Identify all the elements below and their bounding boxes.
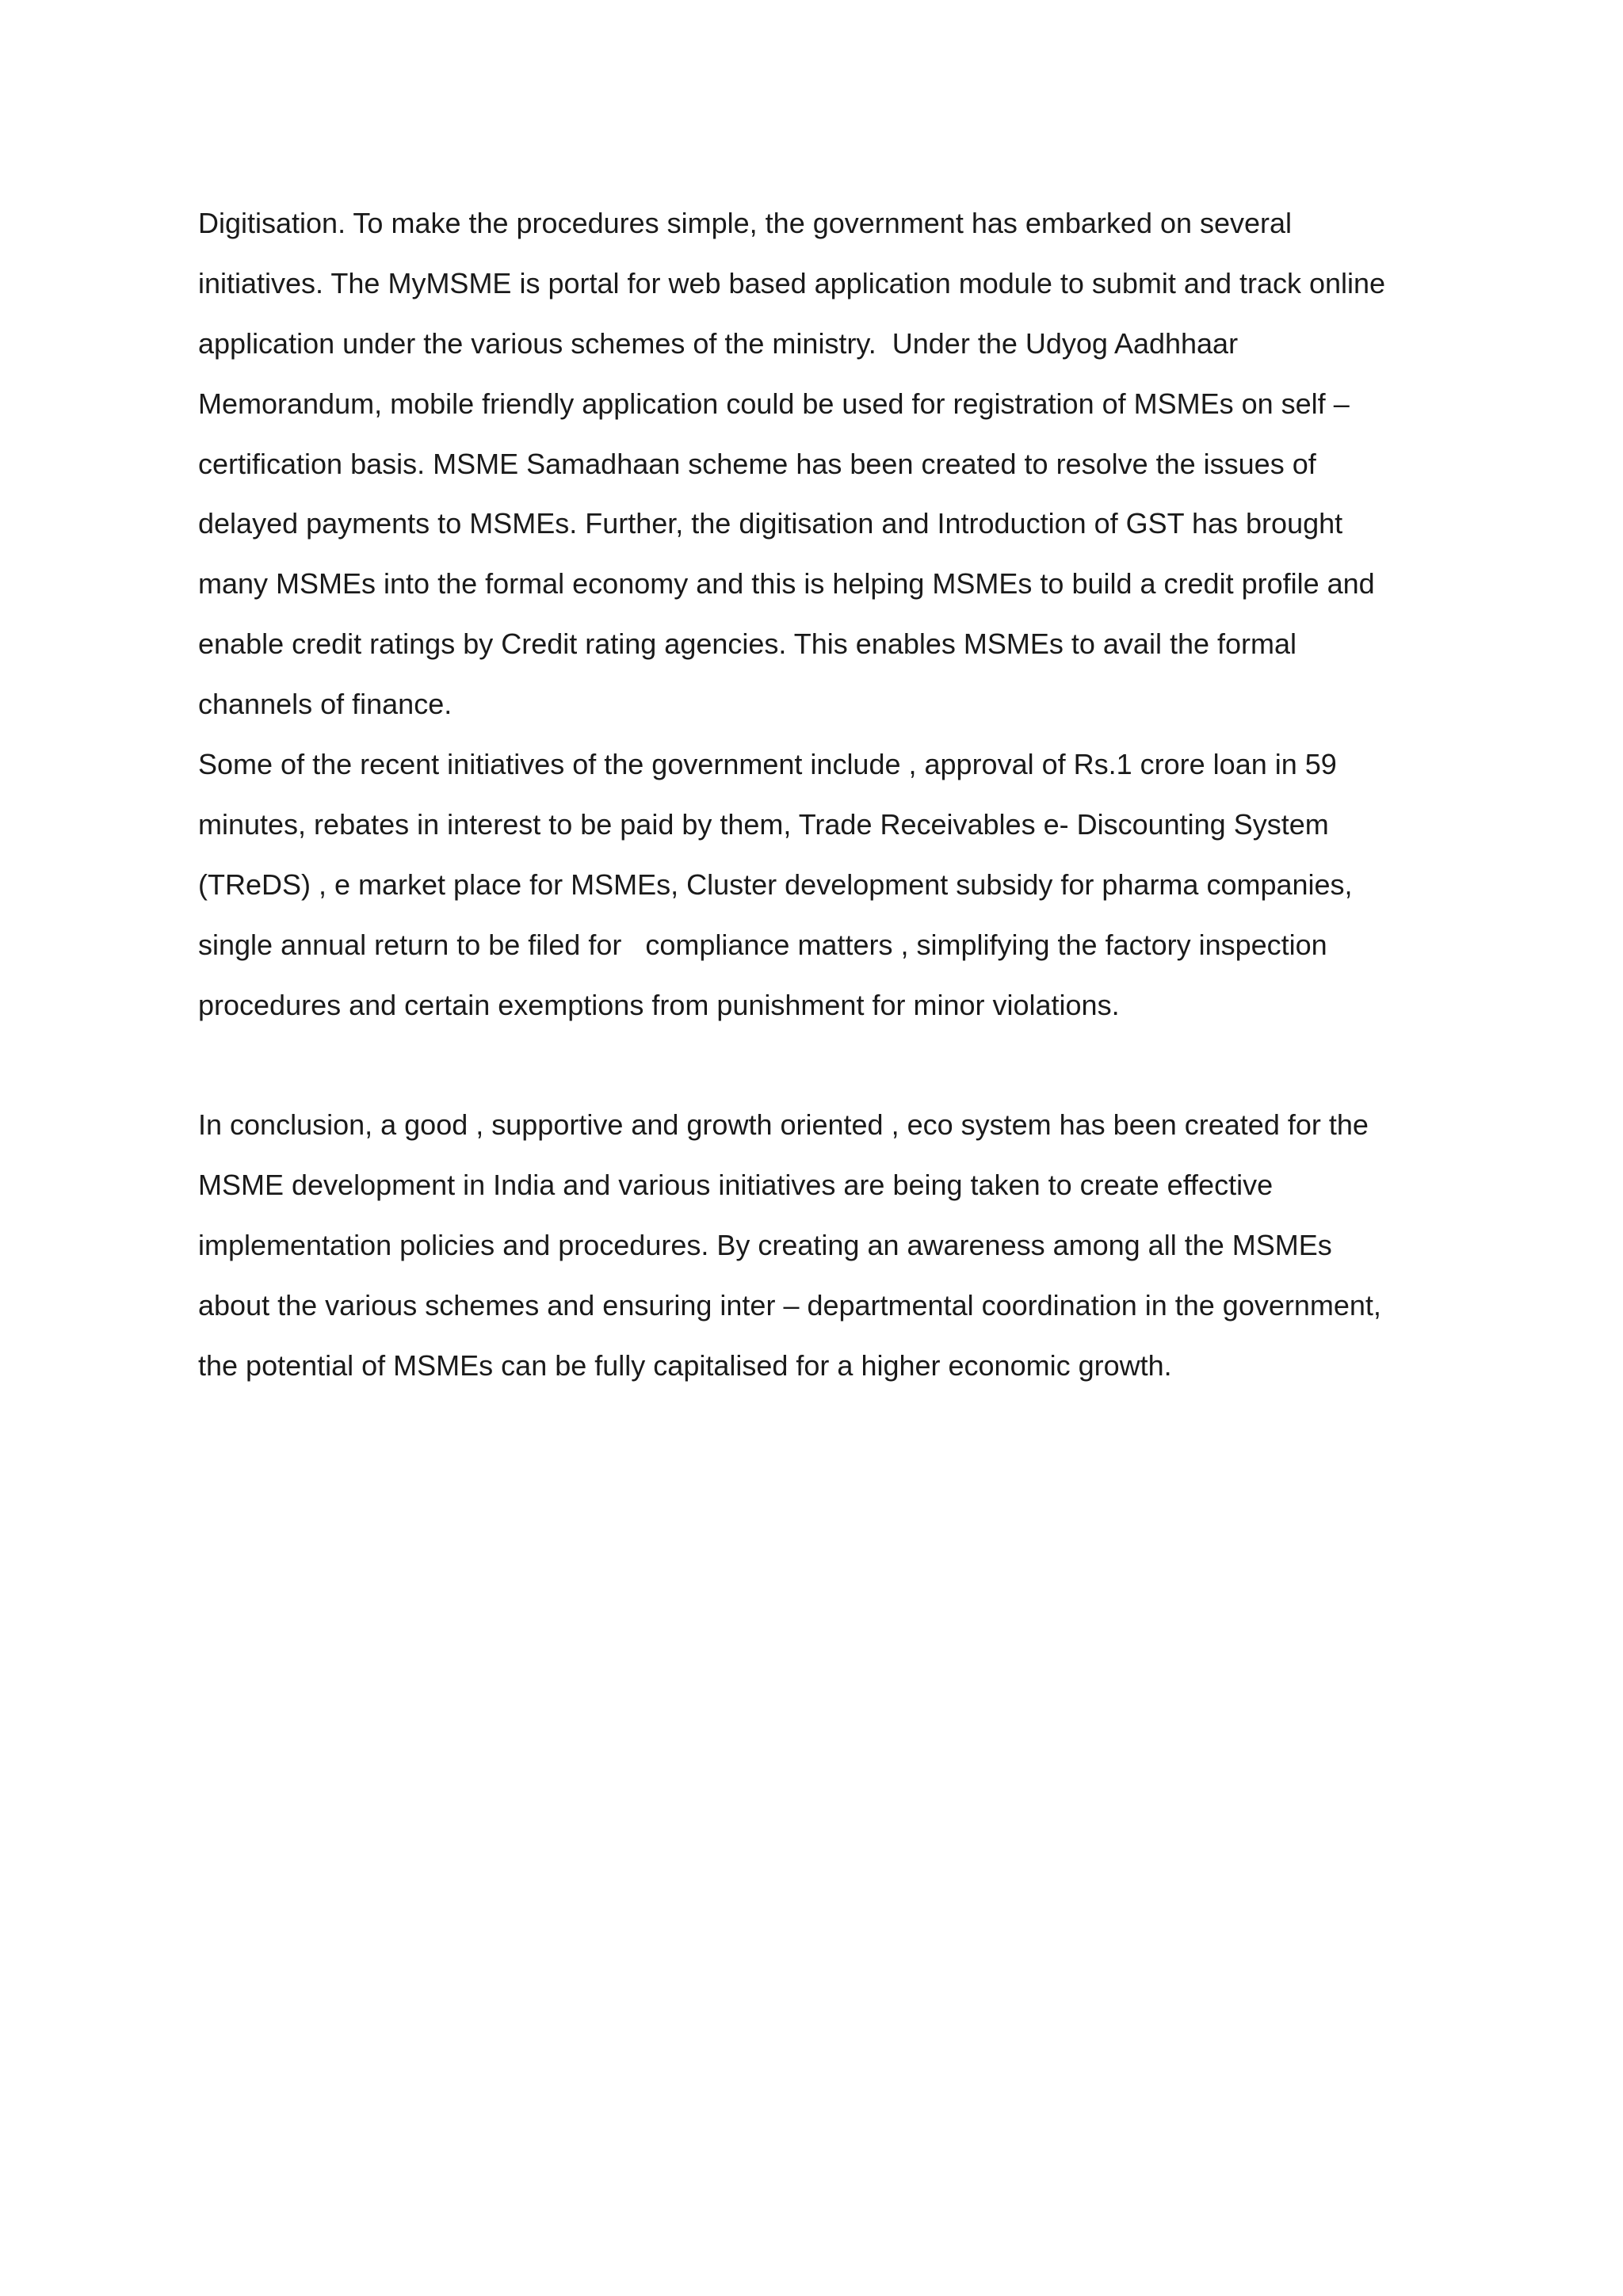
text-line: Memorandum, mobile friendly application could be used for registration of MSMEs on self – (198, 387, 1350, 420)
text-line: the potential of MSMEs can be fully capitalised for a higher economic growth. (198, 1348, 1172, 1382)
text-line: application under the various schemes of the ministry. Under the Udyog Aadhhaar (198, 326, 1239, 360)
text-line: single annual return to be filed for compliance matters , simplifying the factory inspection (198, 928, 1327, 961)
paragraph-conclusion (198, 1095, 1450, 1395)
paragraph-spacer (198, 1035, 1450, 1095)
text-line: channels of finance. (198, 688, 453, 721)
text-line: Digitisation. To make the procedures simple, the government has embarked on several (198, 207, 1293, 239)
text-line: initiatives. The MyMSME is portal for web based application module to submit and track online (198, 266, 1386, 299)
text-line: minutes, rebates in interest to be paid by them, Trade Receivables e- Discounting System (198, 807, 1329, 841)
paragraph-recent-initiatives (198, 734, 1450, 1035)
text-line: certification basis. MSME Samadhaan scheme has been created to resolve the issues of (198, 447, 1316, 480)
text-line: MSME development in India and various initiatives are being taken to create effective (198, 1169, 1274, 1202)
text-line: about the various schemes and ensuring inter – departmental coordination in the government, (198, 1289, 1381, 1322)
text-line: enable credit ratings by Credit rating agencies. This enables MSMEs to avail the formal (198, 627, 1297, 661)
text-line: (TReDS) , e market place for MSMEs, Cluster development subsidy for pharma companies, (198, 868, 1353, 901)
text-line: many MSMEs into the formal economy and this is helping MSMEs to build a credit profile and (198, 567, 1375, 601)
text-line: procedures and certain exemptions from punishment for minor violations. (198, 988, 1120, 1021)
text-line: Some of the recent initiatives of the government include , approval of Rs.1 crore loan in 59 (198, 748, 1337, 781)
text-line: delayed payments to MSMEs. Further, the digitisation and Introduction of GST has brought (198, 507, 1343, 540)
document-body (198, 193, 1450, 1396)
text-line: implementation policies and procedures. By creating an awareness among all the MSMEs (198, 1229, 1332, 1262)
text-line: In conclusion, a good , supportive and growth oriented , eco system has been created for the (198, 1108, 1369, 1142)
paragraph-digitisation (198, 193, 1450, 734)
